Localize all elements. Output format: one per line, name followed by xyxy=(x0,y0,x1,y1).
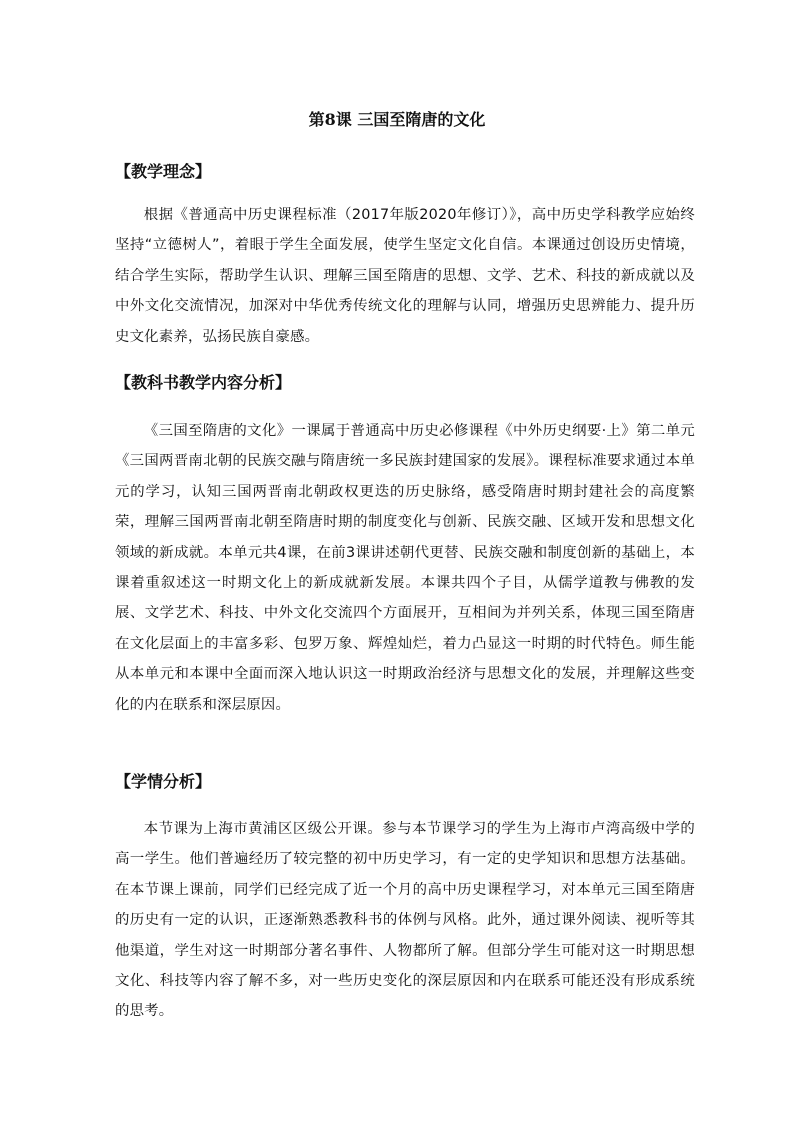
page-title: 第8课 三国至隋唐的文化 xyxy=(308,110,486,129)
section-heading: 【教学理念】 xyxy=(115,162,212,181)
section-heading: 【学情分析】 xyxy=(115,772,212,791)
section-paragraph: 《三国至隋唐的文化》一课属于普通高中历史必修课程《中外历史纲要·上》第二单元《三国两晋南北朝的民族交融与隋唐统一多民族封建国家的发展》。课程标准要求通过本单元的学习，认知三国两晋南北朝政权更迭的历史脉络，感受隋唐时期封建社会的高度繁荣，理解三国两晋南北朝至隋唐时期的制度变化与创新、民族交融、区域开发和思想文化领域的新成就。本单元共4课，在前3课讲述朝代更替、民族交融和制度创新的基础上，本课着重叙述这一时期文化上的新成就新发展。本课共四个子目，从儒学道教与佛教的发展、文学艺术、科技、中外文化交流四个方面展开，互相间为并列关系，体现三国至隋唐在文化层面上的丰富多彩、包罗万象、辉煌灿烂，着力凸显这一时期的时代特色。师生能从本单元和本课中全面而深入地认识这一时期政治经济与思想文化的发展，并理解这些变化的内在联系和深层原因。 xyxy=(115,423,695,713)
section-teaching-philosophy xyxy=(115,160,695,352)
section-paragraph: 根据《普通高中历史课程标准（2017年版2020年修订）》，高中历史学科教学应始终坚持“立德树人”，着眼于学生全面发展，使学生坚定文化自信。本课通过创设历史情境，结合学生实际，帮助学生认识、理解三国至隋唐的思想、文学、艺术、科技的新成就以及中外文化交流情况，加深对中华优秀传统文化的理解与认同，增强历史思辨能力、提升历史文化素养，弘扬民族自豪感。 xyxy=(115,207,695,345)
section-paragraph: 本节课为上海市黄浦区区级公开课。参与本节课学习的学生为上海市卢湾高级中学的高一学生。他们普遍经历了较完整的初中历史学习，有一定的史学知识和思想方法基础。在本节课上课前，同学们已经完成了近一个月的高中历史课程学习，对本单元三国至隋唐的历史有一定的认识，正逐渐熟悉教科书的体例与风格。此外，通过课外阅读、视听等其他渠道，学生对这一时期部分著名事件、人物都所了解。但部分学生可能对这一时期思想文化、科技等内容了解不多，对一些历史变化的深层原因和内在联系可能还没有形成系统的思考。 xyxy=(115,821,695,1020)
section-textbook-analysis xyxy=(115,371,695,720)
section-student-analysis xyxy=(115,770,695,1027)
section-heading: 【教科书教学内容分析】 xyxy=(115,373,292,392)
